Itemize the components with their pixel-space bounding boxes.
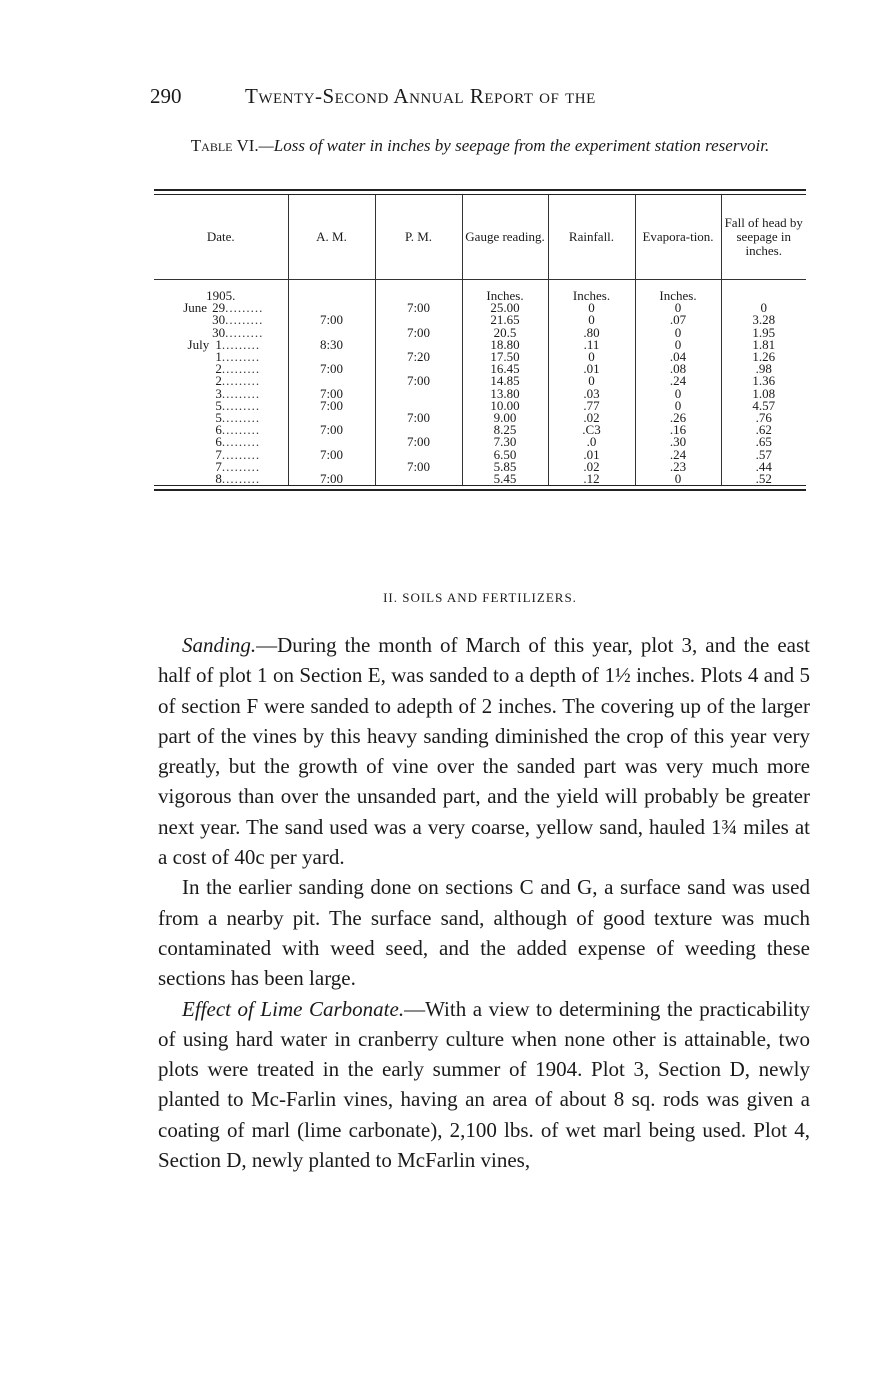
day-label: 6 (215, 422, 222, 438)
paragraph-lime-carbonate (158, 994, 810, 1176)
runin-heading: Effect of Lime Carbonate. (182, 996, 405, 1021)
seepage-table (154, 189, 806, 491)
units-rainfall: Inches. (548, 280, 635, 303)
paragraph-text: —During the month of March of this year, plot 3, and the east half of plot 1 on Section E, was sanded to a depth of 1½ inches. Plots 4 and 5 of section F were sanded to adepth of 2 inches. The covering up of the larger part of the vines by this heavy sanding diminished the crop of this year very greatly, but the growth of vine over the sanded part was very much more vigorous than over the unsanded part, and the yield will probably be greater next year. The sand used was a very coarse, yellow sand, hauled 1¾ miles at a cost of 40c per yard. (158, 633, 810, 870)
gauge-reading-cell: 5.85 (462, 461, 548, 473)
units-row (154, 280, 806, 303)
table-bottom-rule (154, 485, 806, 491)
dot-leader: ......... (221, 361, 261, 377)
date-cell (154, 473, 288, 485)
day-label: 30 (212, 312, 226, 328)
col-header-pm: P. M. (375, 195, 462, 280)
gauge-reading-cell: 20.5 (462, 327, 548, 339)
table-label: Table VI. (190, 136, 259, 155)
evaporation-cell: .08 (635, 363, 721, 375)
seepage-fall-cell: 3.28 (752, 312, 776, 328)
running-head (150, 84, 810, 110)
am-time-cell: 7:00 (288, 314, 375, 326)
dot-leader: ......... (221, 434, 261, 450)
evaporation-cell: .07 (635, 314, 721, 326)
seepage-fall-cell: .65 (755, 434, 772, 450)
day-label: 5 (215, 410, 222, 426)
rainfall-cell: .01 (548, 363, 635, 375)
seepage-fall-cell: .98 (755, 361, 772, 377)
dot-leader: ......... (225, 312, 264, 328)
dot-leader: ......... (221, 385, 261, 401)
seepage-fall-cell: 1.95 (752, 324, 776, 340)
rainfall-cell: .02 (548, 461, 635, 473)
table-body (154, 280, 806, 486)
rainfall-cell: .77 (548, 400, 635, 412)
pm-time-cell: 7:00 (375, 461, 462, 473)
col-header-date: Date. (154, 195, 288, 280)
evaporation-cell: .26 (635, 412, 721, 424)
units-fall-cell (721, 280, 806, 303)
seepage-fall-cell: .52 (755, 471, 772, 487)
dot-leader: ......... (225, 300, 264, 316)
rainfall-cell: .80 (548, 327, 635, 339)
col-header-evaporation: Evapora-tion. (635, 195, 721, 280)
day-label: 7 (215, 458, 222, 474)
seepage-fall-cell: 0 (760, 300, 767, 316)
seepage-fall-cell: .44 (755, 458, 772, 474)
rainfall-cell: .02 (548, 412, 635, 424)
day-label: 3 (215, 385, 222, 401)
dot-leader: ......... (221, 349, 261, 365)
dot-leader: ......... (225, 324, 264, 340)
paragraph-earlier-sanding (158, 872, 810, 993)
paragraph-text: In the earlier sanding done on sections C and G, a surface sand was used from a nearby pit. The surface sand, although of good texture was much contaminated with weed seed, and the added expense of weeding these sections has been large. (158, 875, 810, 991)
day-label: 8 (215, 471, 222, 487)
evaporation-cell: .30 (635, 436, 721, 448)
gauge-reading-cell: 6.50 (462, 449, 548, 461)
dot-leader: ......... (221, 446, 261, 462)
day-label: 5 (215, 397, 222, 413)
pm-time-cell: 7:00 (375, 436, 462, 448)
evaporation-cell: .24 (635, 375, 721, 387)
pm-time-cell: 7:00 (375, 302, 462, 314)
col-header-am: A. M. (288, 195, 375, 280)
rainfall-cell: .01 (548, 449, 635, 461)
seepage-fall-cell: .76 (755, 410, 772, 426)
pm-time-cell: 7:00 (375, 412, 462, 424)
seepage-fall-cell: 1.08 (752, 385, 776, 401)
runin-heading: Sanding. (182, 633, 257, 657)
day-label: 2 (215, 373, 222, 389)
evaporation-cell: .24 (635, 449, 721, 461)
col-header-gauge: Gauge reading. (462, 195, 548, 280)
gauge-reading-cell: 5.45 (462, 473, 548, 485)
pm-time-cell: 7:20 (375, 351, 462, 363)
month-label: June (183, 300, 208, 316)
dot-leader: ......... (221, 422, 261, 438)
dot-leader: ......... (221, 397, 261, 413)
col-header-rainfall: Rainfall. (548, 195, 635, 280)
evaporation-cell: 0 (635, 327, 721, 339)
rainfall-cell: .03 (548, 388, 635, 400)
dot-leader: ......... (221, 471, 261, 487)
seepage-fall-cell: 1.81 (752, 336, 776, 352)
table-caption (150, 136, 810, 156)
units-gauge: Inches. (462, 280, 548, 303)
page-number: 290 (150, 84, 182, 108)
rainfall-cell: 0 (548, 351, 635, 363)
month-label: July (187, 336, 210, 352)
body-text (158, 630, 810, 1175)
evaporation-cell: 0 (635, 339, 721, 351)
evaporation-cell: .04 (635, 351, 721, 363)
year-cell (154, 280, 288, 303)
col-header-fall: Fall of head by seepage in inches. (724, 215, 803, 258)
section-heading: II. SOILS AND FERTILIZERS. (383, 590, 577, 605)
am-time-cell: 7:00 (288, 449, 375, 461)
am-time-cell: 7:00 (288, 473, 375, 485)
paragraph-text: —With a view to determining the practicability of using hard water in cranberry culture when none other is attainable, two plots were treated in the early summer of 1904. Plot 3, Section D, newly planted to Mc-Farlin vines, having an area of about 8 sq. rods was given a coating of marl (lime carbonate), 2,100 lbs. of wet marl being used. Plot 4, Section D, newly planted to McFarlin vines, (158, 996, 810, 1173)
dot-leader: ......... (221, 410, 261, 426)
gauge-reading-cell: 25.00 (462, 302, 548, 314)
seepage-fall-cell: .57 (755, 446, 772, 462)
gauge-reading-cell: 14.85 (462, 375, 548, 387)
am-time-cell: 7:00 (288, 388, 375, 400)
seepage-data-table (154, 195, 806, 485)
day-label: 29 (212, 300, 226, 316)
evaporation-cell: 0 (635, 400, 721, 412)
paragraph-sanding (158, 630, 810, 872)
day-label: 2 (215, 361, 222, 377)
dot-leader: ......... (221, 336, 261, 352)
day-label: 1 (215, 336, 222, 352)
seepage-fall-cell: 4.57 (752, 397, 776, 413)
dot-leader: ......... (221, 373, 261, 389)
year-label: 1905. (206, 288, 236, 303)
rainfall-cell: .11 (548, 339, 635, 351)
evaporation-cell: .23 (635, 461, 721, 473)
evaporation-cell: 0 (635, 473, 721, 485)
rainfall-cell: .12 (548, 473, 635, 485)
gauge-reading-cell: 10.00 (462, 400, 548, 412)
running-title: Twenty-Second Annual Report of the (245, 84, 596, 108)
pm-time-cell (375, 388, 462, 400)
pm-time-cell (375, 473, 462, 485)
pm-time-cell: 7:00 (375, 375, 462, 387)
seepage-fall-cell: 1.26 (752, 349, 776, 365)
gauge-reading-cell: 8.25 (462, 424, 548, 436)
day-label: 7 (215, 446, 222, 462)
seepage-fall-cell: 1.36 (752, 373, 776, 389)
table-header-row (154, 195, 806, 280)
units-am-cell (288, 280, 375, 303)
day-label: 1 (215, 349, 222, 365)
rainfall-cell: 0 (548, 302, 635, 314)
gauge-reading-cell: 17.50 (462, 351, 548, 363)
rainfall-cell: 0 (548, 375, 635, 387)
day-label: 30 (212, 324, 226, 340)
table-title: —Loss of water in inches by seepage from the experiment station reservoir. (258, 136, 770, 155)
evaporation-cell: 0 (635, 388, 721, 400)
gauge-reading-cell: 9.00 (462, 412, 548, 424)
evaporation-cell: 0 (635, 302, 721, 314)
gauge-reading-cell: 13.80 (462, 388, 548, 400)
day-label: 6 (215, 434, 222, 450)
am-time-cell: 7:00 (288, 363, 375, 375)
rainfall-cell: .0 (548, 436, 635, 448)
am-time-cell: 7:00 (288, 424, 375, 436)
rainfall-cell: .C3 (548, 424, 635, 436)
gauge-reading-cell: 16.45 (462, 363, 548, 375)
am-time-cell: 7:00 (288, 400, 375, 412)
dot-leader: ......... (221, 458, 261, 474)
pm-time-cell: 7:00 (375, 327, 462, 339)
gauge-reading-cell: 18.80 (462, 339, 548, 351)
units-evaporation: Inches. (635, 280, 721, 303)
table-row (154, 473, 806, 485)
gauge-reading-cell: 7.30 (462, 436, 548, 448)
rainfall-cell: 0 (548, 314, 635, 326)
am-time-cell: 8:30 (288, 339, 375, 351)
units-pm-cell (375, 280, 462, 303)
seepage-fall-cell: .62 (755, 422, 772, 438)
evaporation-cell: .16 (635, 424, 721, 436)
gauge-reading-cell: 21.65 (462, 314, 548, 326)
